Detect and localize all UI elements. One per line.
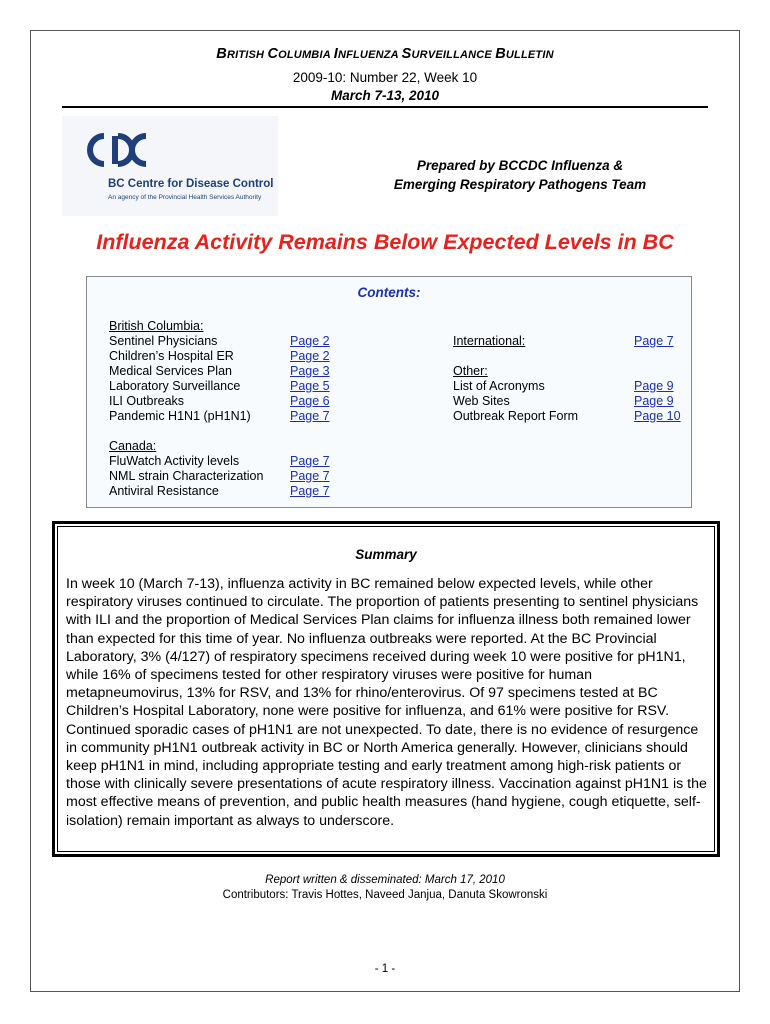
summary-box (52, 521, 720, 857)
toc-label: List of Acronyms (453, 379, 545, 393)
toc-labels-left (109, 319, 263, 499)
logo-name: BC Centre for Disease Control (108, 178, 274, 190)
toc-page-link[interactable]: Page 2 (290, 334, 330, 348)
title-part-2: INFLUENZA (333, 46, 402, 62)
toc-page-link[interactable]: Page 7 (290, 409, 330, 423)
toc-label: Children’s Hospital ER (109, 349, 234, 363)
toc-page-link[interactable]: Page 9 (634, 379, 674, 393)
toc-page-link[interactable]: Page 10 (634, 409, 681, 423)
toc-label: Sentinel Physicians (109, 334, 218, 348)
toc-pages-left (290, 319, 330, 499)
toc-page-link[interactable]: Page 9 (634, 394, 674, 408)
contents-box (86, 276, 692, 508)
title-part-0: BRITISH (216, 46, 268, 62)
toc-label: NML strain Characterization (109, 469, 264, 483)
prepared-by-line-1: Prepared by BCCDC Influenza & (416, 158, 624, 173)
report-written: Report written & disseminated: March 17, 2010 (265, 874, 505, 886)
header-divider (62, 106, 708, 108)
bulletin-title (0, 46, 770, 62)
toc-label: Pandemic H1N1 (pH1N1) (109, 409, 251, 423)
toc-page-link[interactable]: Page 3 (290, 364, 330, 378)
bccdc-logo (62, 116, 278, 216)
toc-heading-bc: British Columbia: (109, 319, 204, 333)
title-part-1: COLUMBIA (267, 46, 334, 62)
toc-label: Outbreak Report Form (453, 409, 579, 423)
headline: Influenza Activity Remains Below Expected Levels in BC (96, 230, 674, 254)
toc-pages-right (634, 334, 681, 424)
toc-label: ILI Outbreaks (109, 394, 185, 408)
toc-label: Medical Services Plan (109, 364, 232, 378)
summary-inner-border (57, 526, 715, 852)
toc-label: Antiviral Resistance (109, 484, 219, 498)
prepared-by-line-2: Emerging Respiratory Pathogens Team (393, 177, 647, 192)
toc-heading-international: International: (453, 334, 526, 348)
toc-page-link[interactable]: Page 7 (634, 334, 674, 348)
toc-page-link[interactable]: Page 5 (290, 379, 330, 393)
toc-label: Laboratory Surveillance (109, 379, 241, 393)
toc-page-link[interactable]: Page 7 (290, 454, 330, 468)
issue-dates: March 7-13, 2010 (330, 88, 440, 103)
toc-page-link[interactable]: Page 7 (290, 469, 330, 483)
summary-title: Summary (355, 547, 417, 562)
toc-heading-canada: Canada: (109, 439, 157, 453)
title-part-3: SURVEILLANCE (401, 46, 496, 62)
toc-label: Web Sites (453, 394, 510, 408)
logo-subtitle: An agency of the Provincial Health Services Authority (108, 194, 262, 201)
summary-text: In week 10 (March 7-13), influenza activity in BC remained below expected levels, while other respiratory viruses continued to circulate. The proportion of patients presenting to sentinel physicians with ILI and the proportion of Medical Services Plan claims for influenza illness both remained lower than expected for this time of year. No influenza outbreaks were reported. At the BC Provincial Laboratory, 3% (4/127) of respiratory specimens received during week 10 were positive for pH1N1, while 16% of specimens tested for other respiratory viruses were positive for human metapneumovirus, 13% for RSV, and 13% for rhino/enterovirus. Of 97 specimens tested at BC Children’s Hospital Laboratory, none were positive for influenza, and 61% were positive for RSV. Continued sporadic cases of pH1N1 are not unexpected. To date, there is no evidence of resurgence in community pH1N1 outbreak activity in BC or North America generally. However, clinicians should keep pH1N1 in mind, including appropriate testing and early treatment among high-risk patients or those with clinically severe presentations of acute respiratory illness. Vaccination against pH1N1 is the most effective means of prevention, and public health measures (hand hygiene, cough etiquette, self-isolation) remain important as always to underscore. (66, 576, 707, 829)
page-number: - 1 - (374, 963, 396, 975)
contents-title: Contents: (357, 285, 421, 300)
toc-label: FluWatch Activity levels (109, 454, 240, 468)
issue-number: 2009-10: Number 22, Week 10 (292, 70, 478, 85)
title-part-4: BULLETIN (495, 46, 554, 62)
toc-page-link[interactable]: Page 7 (290, 484, 330, 498)
cdc-logo-icon (82, 130, 154, 170)
toc-labels-right (453, 334, 578, 424)
prepared-by (360, 156, 680, 194)
contributors: Contributors: Travis Hottes, Naveed Janjua, Danuta Skowronski (222, 889, 548, 901)
toc-page-link[interactable]: Page 6 (290, 394, 330, 408)
toc-heading-other: Other: (453, 364, 488, 378)
toc-page-link[interactable]: Page 2 (290, 349, 330, 363)
